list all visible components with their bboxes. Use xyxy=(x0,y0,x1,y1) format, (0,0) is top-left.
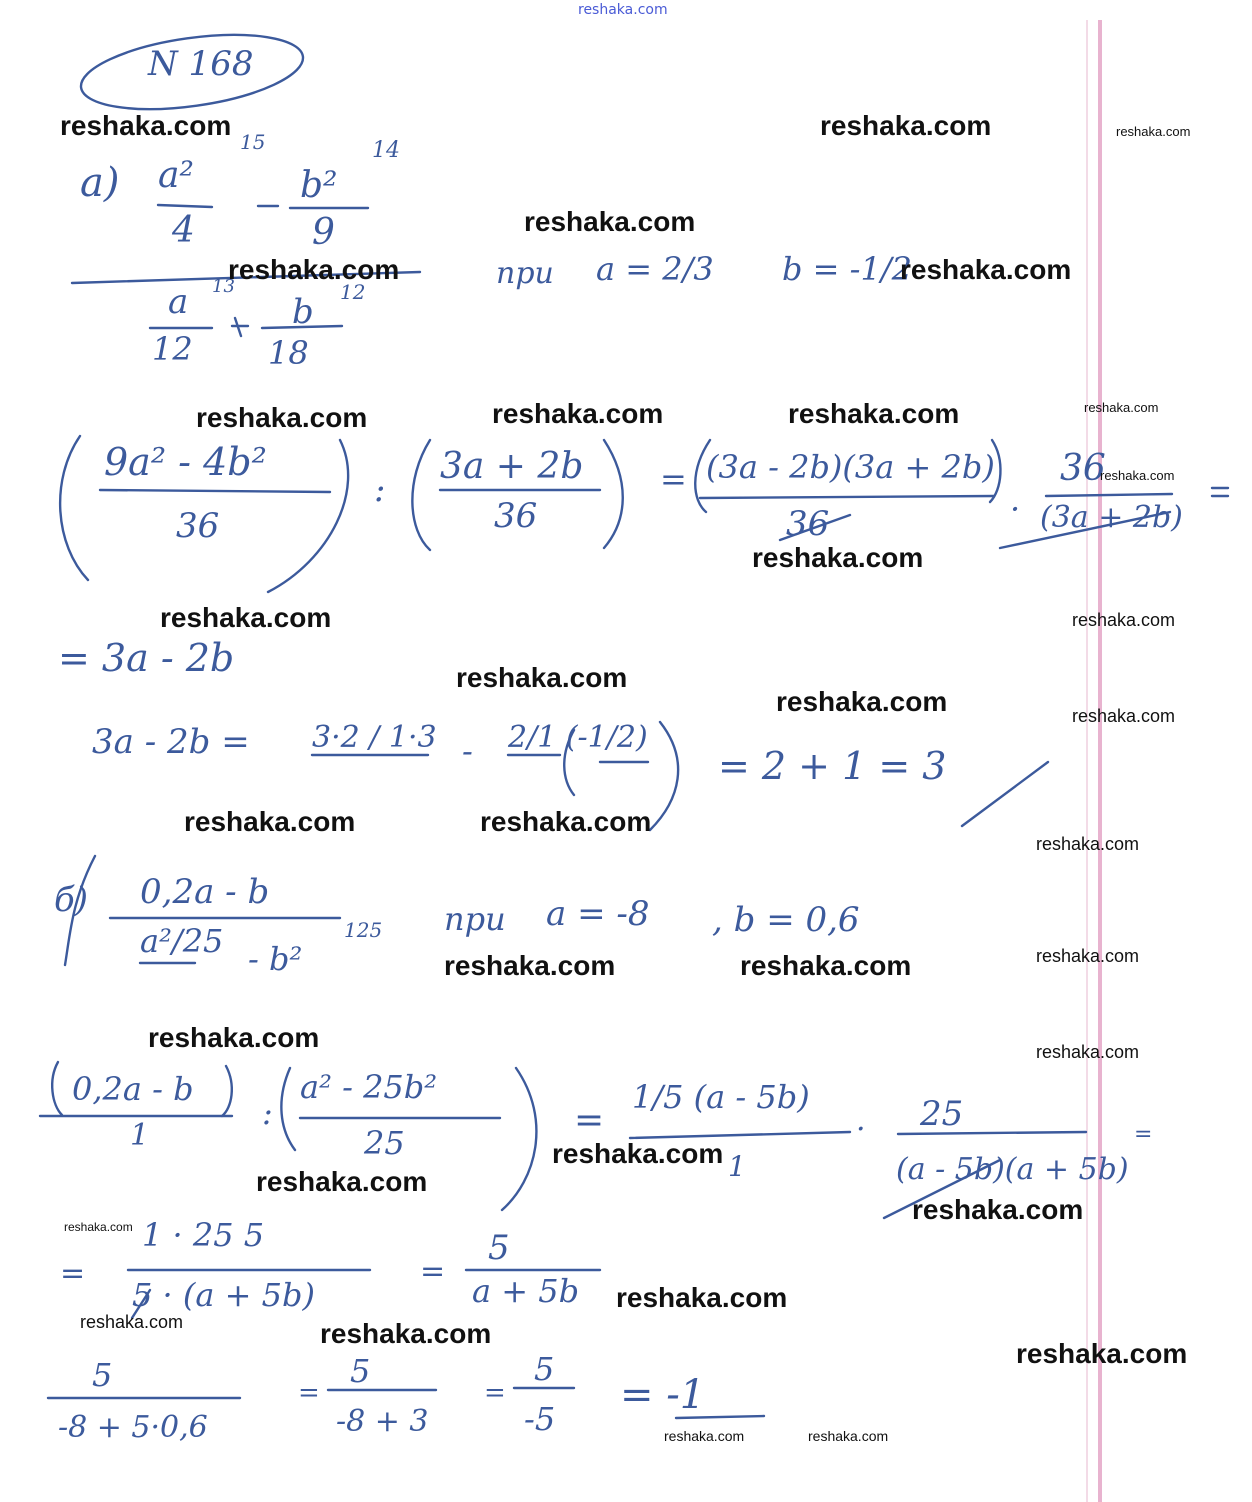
part-a-top-denominator: 4 xyxy=(172,210,195,251)
part-a-bottom-numerator: a xyxy=(168,282,189,322)
part-a-step1-result-num: (3a - 2b)(3a + 2b) xyxy=(706,448,995,486)
part-a-step1-right-num: 3a + 2b xyxy=(440,446,584,487)
watermark: reshaka.com xyxy=(80,1312,184,1332)
part-a-result: = 3a - 2b xyxy=(58,636,235,680)
watermark: reshaka.com xyxy=(1100,468,1175,483)
part-a-top-minus-numerator: b² xyxy=(300,165,338,206)
part-a-top-minus-denominator: 9 xyxy=(312,212,335,253)
part-a-condition-b: b = -1/2 xyxy=(782,250,912,288)
watermark: reshaka.com xyxy=(900,254,1072,285)
site-link-top[interactable]: reshaka.com xyxy=(578,2,668,18)
watermark: reshaka.com xyxy=(148,1022,320,1053)
part-a-step1-mult-den: (3a + 2b) xyxy=(1040,500,1183,535)
part-b-step3-eq2: = xyxy=(484,1378,506,1408)
watermark: reshaka.com xyxy=(64,1220,133,1234)
part-a-step1-right-den: 36 xyxy=(494,496,538,536)
part-b-step1-trailing-eq: = xyxy=(1134,1122,1153,1147)
part-b-step1-result-den: 1 xyxy=(728,1150,746,1183)
part-a-extra-14: 14 xyxy=(372,138,400,163)
part-a-extra-15: 15 xyxy=(240,130,266,154)
watermark: reshaka.com xyxy=(184,806,356,837)
watermark: reshaka.com xyxy=(1072,610,1176,630)
part-a-step1-colon: : xyxy=(374,470,386,510)
part-a-eval-frac1: 3·2 / 1·3 xyxy=(312,720,437,755)
part-a-step1-result-den: 36 xyxy=(786,504,830,544)
watermark: reshaka.com xyxy=(776,686,948,717)
part-a-bottom-denominator: 12 xyxy=(152,330,193,368)
part-b-marker: б) xyxy=(54,880,89,920)
watermark: reshaka.com xyxy=(480,806,652,837)
part-a-top-numerator: a² xyxy=(158,155,194,196)
part-a-step1-mult-num: 36 xyxy=(1060,448,1106,489)
part-a-eval-result: = 2 + 1 = 3 xyxy=(718,744,947,788)
part-b-step2-res-den: a + 5b xyxy=(472,1272,580,1310)
part-b-step2-num: 1 · 25 5 xyxy=(142,1216,265,1254)
part-b-step3-den1: -8 + 5·0,6 xyxy=(58,1410,208,1445)
part-b-step1-result-num: 1/5 (a - 5b) xyxy=(632,1078,810,1116)
watermark: reshaka.com xyxy=(1036,946,1140,966)
part-a-extra-13: 13 xyxy=(212,276,235,297)
part-a-step1-left-den: 36 xyxy=(176,506,220,546)
part-b-extra-125: 125 xyxy=(344,918,383,942)
part-a-step1-left-num: 9a² - 4b² xyxy=(104,440,267,484)
part-b-step3-num1: 5 xyxy=(92,1356,113,1394)
watermark: reshaka.com xyxy=(492,398,664,429)
part-b-step3-den2: -8 + 3 xyxy=(336,1404,429,1439)
part-a-eval-minus: - xyxy=(462,732,473,770)
part-b-step1-right-num: a² - 25b² xyxy=(300,1068,438,1106)
watermark: reshaka.com xyxy=(664,1428,745,1444)
problem-number: N 168 xyxy=(148,44,254,84)
part-b-step1-colon: : xyxy=(262,1094,273,1132)
part-a-extra-12: 12 xyxy=(340,280,366,304)
part-b-step2-eq: = xyxy=(60,1256,86,1291)
part-a-step1-times: · xyxy=(1010,490,1021,528)
watermark: reshaka.com xyxy=(320,1318,492,1349)
part-b-condition-b: , b = 0,6 xyxy=(712,900,860,940)
watermark: reshaka.com xyxy=(196,402,368,433)
part-b-condition-word: при xyxy=(444,900,506,938)
watermark: reshaka.com xyxy=(912,1194,1084,1225)
watermark: reshaka.com xyxy=(1084,400,1159,415)
watermark: reshaka.com xyxy=(788,398,960,429)
part-b-step2-eq2: = xyxy=(420,1254,446,1289)
part-b-step1-eq: = xyxy=(574,1100,605,1141)
part-b-den-minus: - b² xyxy=(248,940,303,978)
watermark: reshaka.com xyxy=(256,1166,428,1197)
watermark: reshaka.com xyxy=(60,110,232,141)
part-b-step3-den3: -5 xyxy=(524,1400,556,1438)
watermark: reshaka.com xyxy=(1036,834,1140,854)
part-b-step3-num2: 5 xyxy=(350,1352,371,1390)
part-b-den-frac: a²/25 xyxy=(140,922,224,960)
part-a-condition-a: a = 2/3 xyxy=(596,250,714,288)
part-b-step3-result: = -1 xyxy=(620,1372,706,1418)
part-b-step1-right-den: 25 xyxy=(364,1124,405,1162)
watermark: reshaka.com xyxy=(1116,124,1191,139)
part-a-eval-lhs: 3a - 2b = xyxy=(92,722,250,762)
part-a-marker: a) xyxy=(80,160,120,206)
part-b-step2-den: 5 · (a + 5b) xyxy=(132,1276,315,1314)
watermark: reshaka.com xyxy=(456,662,628,693)
part-b-numerator: 0,2a - b xyxy=(140,872,270,912)
part-b-step1-mult-den: (a - 5b)(a + 5b) xyxy=(896,1152,1129,1187)
part-b-condition-a: a = -8 xyxy=(546,894,650,934)
watermark: reshaka.com xyxy=(616,1282,788,1313)
part-b-step2-res-num: 5 xyxy=(488,1228,510,1268)
part-b-step1-left-den: 1 xyxy=(130,1118,150,1153)
part-a-eval-frac2: 2/1 (-1/2) xyxy=(508,720,648,755)
part-a-step1-eq: = xyxy=(660,460,687,498)
watermark: reshaka.com xyxy=(444,950,616,981)
watermark: reshaka.com xyxy=(552,1138,724,1169)
watermark: reshaka.com xyxy=(808,1428,889,1444)
watermark: reshaka.com xyxy=(228,254,400,285)
part-b-step1-left-num: 0,2a - b xyxy=(72,1070,194,1108)
watermark: reshaka.com xyxy=(1072,706,1176,726)
part-b-step1-times: · xyxy=(856,1112,866,1147)
part-a-condition-word: при xyxy=(496,256,554,291)
watermark: reshaka.com xyxy=(1036,1042,1140,1062)
part-b-step1-mult-num: 25 xyxy=(920,1094,964,1134)
part-a-bottom-plus-denominator: 18 xyxy=(268,334,309,372)
watermark: reshaka.com xyxy=(160,602,332,633)
check-mark xyxy=(962,762,1048,826)
watermark: reshaka.com xyxy=(524,206,696,237)
watermark: reshaka.com xyxy=(820,110,992,141)
part-b-step3-eq1: = xyxy=(298,1378,320,1408)
watermark: reshaka.com xyxy=(740,950,912,981)
part-a-bottom-plus-numerator: b xyxy=(292,292,314,332)
watermark: reshaka.com xyxy=(752,542,924,573)
part-b-step3-num3: 5 xyxy=(534,1350,555,1388)
watermark: reshaka.com xyxy=(1016,1338,1188,1369)
